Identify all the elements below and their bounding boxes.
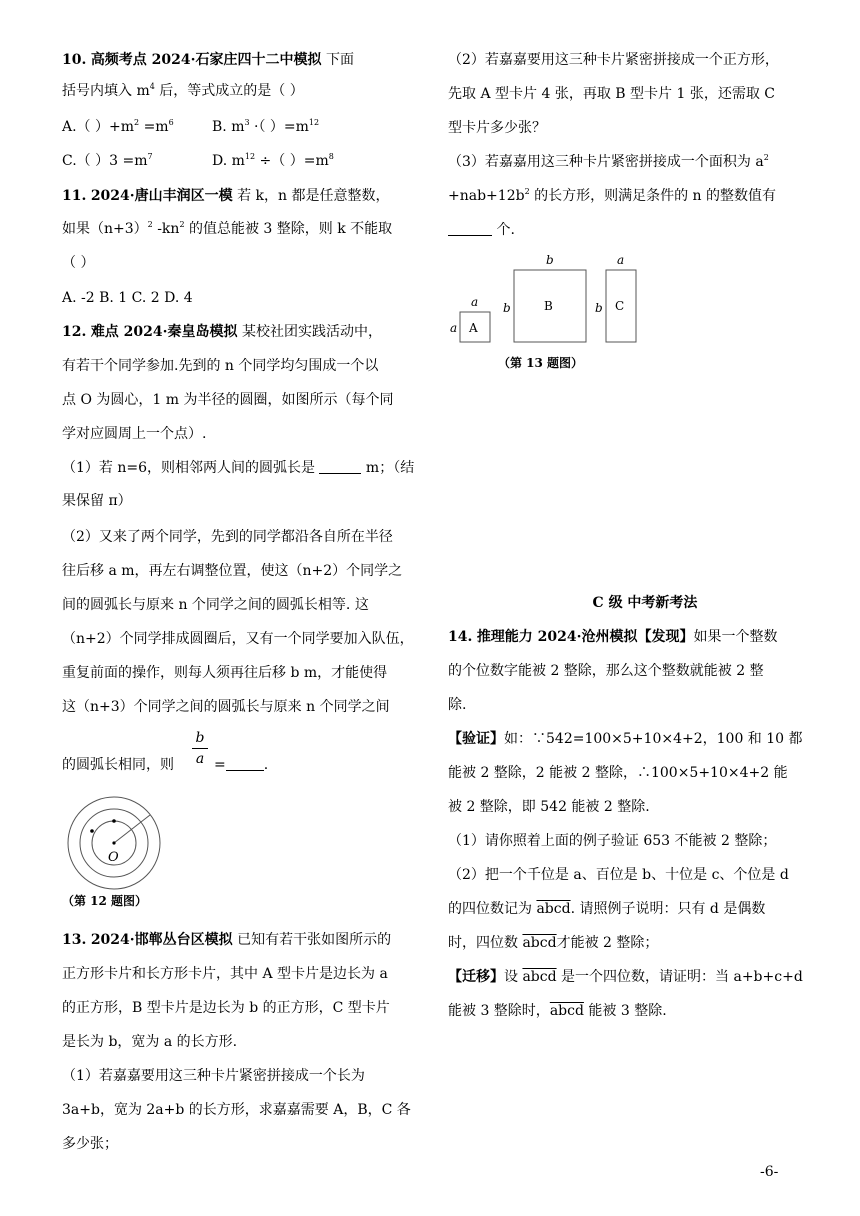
- q10-number: 10.: [62, 52, 87, 68]
- abcd-overline: abcd: [549, 1003, 584, 1019]
- q10-option-c: C.（ ）$3 =m^7$: [62, 152, 153, 169]
- q10-text: 下面: [325, 52, 354, 68]
- student-point: [90, 829, 94, 833]
- q14-line2: 的个位数字能被 2 整除，那么这个整数就能被 2 整: [448, 663, 764, 679]
- section-c-heading: C 级 中考新考法: [592, 595, 698, 611]
- q14-part2-line1: （2）把一个千位是 a、百位是 b、十位是 c、个位是 d: [448, 867, 789, 883]
- q14-number: 14.: [448, 629, 473, 645]
- q10-option-a: A.（ ）$+m^2 =m^6$: [62, 118, 174, 135]
- fraction-b-over-a: [192, 730, 208, 767]
- q11-tag: 2024·唐山丰润区一模: [90, 188, 233, 204]
- q12-tag: 难点 2024·秦皇岛模拟: [90, 324, 238, 340]
- student-point: [112, 819, 116, 823]
- center-point: [112, 841, 115, 844]
- answer-blank[interactable]: [226, 758, 264, 771]
- q14-line5: 能被 2 整除，2 能被 2 整除，∴100×5+10×4+2 能: [448, 765, 788, 781]
- q14-line3: 除.: [448, 697, 467, 713]
- q12-part2-line6: 这（n+3）个同学之间的圆弧长与原来 n 个同学之间: [62, 699, 390, 715]
- q11-options: A. -2 B. 1 C. 2 D. 4: [62, 290, 193, 306]
- page-number: -6-: [760, 1164, 779, 1180]
- verify-label: 【验证】: [448, 731, 504, 747]
- q12-figure-caption: （第 12 题图）: [62, 894, 148, 908]
- q14-line1: 14. 推理能力 2024·沧州模拟【发现】如果一个整数: [448, 629, 778, 645]
- q13-part1-line1: （1）若嘉嘉要用这三种卡片紧密拼接成一个长为: [62, 1068, 365, 1084]
- q13-number: 13.: [62, 932, 87, 948]
- q10-option-d: D. $m^{12}$ ÷（ ）$=m^8$: [212, 152, 334, 169]
- q14-line4: 【验证】如：∵542=100×5+10×4+2，100 和 10 都: [448, 731, 803, 747]
- card-b-side-label: b: [503, 301, 511, 315]
- q11-number: 11.: [62, 188, 87, 204]
- q14-part2-line2: 的四位数记为 abcd. 请照例子说明：只有 d 是偶数: [448, 901, 766, 917]
- q13-figure-cards: [448, 250, 648, 375]
- answer-blank[interactable]: [319, 461, 361, 474]
- center-label: O: [108, 850, 119, 865]
- q13-part2-line1: （2）若嘉嘉要用这三种卡片紧密拼接成一个正方形，: [448, 52, 779, 68]
- q12-part1: （1）若 n=6，则相邻两人间的圆弧长是 m；（结: [62, 460, 415, 476]
- q11-line3: （ ）: [62, 255, 95, 271]
- q11-line1: 11. 2024·唐山丰润区一模 若 k，n 都是任意整数，: [62, 188, 390, 204]
- card-c-top-label: a: [617, 253, 625, 267]
- card-a-label: A: [469, 321, 478, 335]
- q12-number: 12.: [62, 324, 87, 340]
- q10-tag: 高频考点 2024·石家庄四十二中模拟: [90, 52, 322, 68]
- q13-part2-line2: 先取 A 型卡片 4 张，再取 B 型卡片 1 张，还需取 C: [448, 86, 775, 102]
- card-b-label: B: [544, 299, 553, 313]
- abcd-overline: abcd: [522, 935, 557, 951]
- q13-line3: 的正方形，B 型卡片是边长为 b 的正方形，C 型卡片: [62, 1000, 390, 1016]
- q12-figure-concentric-circles: [62, 795, 172, 915]
- q10-line1: [62, 50, 354, 70]
- card-a-side-label: a: [450, 321, 458, 335]
- q10-option-b: B. $m^3$ ·（ ）$=m^{12}$: [212, 118, 320, 135]
- abcd-overline: abcd: [536, 901, 571, 917]
- q13-part3-line3: 个.: [448, 220, 515, 240]
- q14-line6: 被 2 整除，即 542 能被 2 整除.: [448, 799, 650, 815]
- discover-label: 【发现】: [637, 629, 694, 645]
- q12-part2-line5: 重复前面的操作，则每人须再往后移 b m，才能使得: [62, 665, 388, 681]
- answer-blank[interactable]: [448, 223, 492, 236]
- fraction-denominator: a: [195, 751, 205, 767]
- q10-line2: 括号内填入 $m^4$ 后，等式成立的是（ ）: [62, 82, 304, 99]
- q12-part2-line3: 间的圆弧长与原来 n 个同学之间的圆弧长相等. 这: [62, 597, 369, 613]
- q13-tag: 2024·邯郸丛台区模拟: [90, 932, 233, 948]
- card-b-top-label: b: [546, 253, 554, 267]
- q12-line3: 点 O 为圆心，1 m 为半径的圆圈，如图所示（每个同: [62, 392, 394, 408]
- q12-line4: 学对应圆周上一个点）.: [62, 426, 207, 442]
- q12-line1: 12. 难点 2024·秦皇岛模拟 某校社团实践活动中，: [62, 324, 382, 340]
- q12-answer: = .: [214, 757, 269, 773]
- q12-line6: 果保留 π）: [62, 493, 132, 509]
- card-c-label: C: [615, 299, 625, 313]
- q14-part2-line3: 时，四位数 abcd才能被 2 整除；: [448, 935, 659, 951]
- q13-line2: 正方形卡片和长方形卡片，其中 A 型卡片是边长为 a: [62, 966, 388, 982]
- q12-part2-line4: （n+2）个同学排成圆圈后，又有一个同学要加入队伍，: [62, 631, 414, 647]
- q13-part1-line2: 3a+b，宽为 2a+b 的长方形，求嘉嘉需要 A，B，C 各: [62, 1102, 411, 1118]
- q12-part2-line2: 往后移 a m，再左右调整位置，使这（n+2）个同学之: [62, 563, 403, 579]
- q13-line1: 13. 2024·邯郸丛台区模拟 已知有若干张如图所示的: [62, 932, 392, 948]
- q10-options-ab: [62, 117, 174, 137]
- q13-line4: 是长为 b，宽为 a 的长方形.: [62, 1034, 238, 1050]
- q13-part3-line2: $+nab+12b^2$ 的长方形，则满足条件的 n 的整数值有: [448, 187, 777, 204]
- q11-line2: 如果$(n+3)^2$ $-kn^2$ 的值总能被 3 整除，则 k 不能取: [62, 220, 393, 237]
- q13-part2-line3: 型卡片多少张？: [448, 120, 546, 136]
- q13-figure-caption: （第 13 题图）: [498, 356, 584, 370]
- q13-part3-line1: （3）若嘉嘉用这三种卡片紧密拼接成一个面积为 $a^2$: [448, 153, 769, 170]
- q14-tag: 推理能力 2024·沧州模拟: [476, 629, 638, 645]
- fraction-numerator: b: [195, 730, 205, 746]
- q12-part2-line7: 的圆弧长相同，则: [62, 757, 174, 773]
- abcd-overline: abcd: [522, 969, 557, 985]
- card-a-top-label: a: [471, 295, 479, 309]
- q14-part1: （1）请你照着上面的例子验证 653 不能被 2 整除；: [448, 833, 777, 849]
- card-c-side-label: b: [595, 301, 603, 315]
- q14-transfer-line1: 【迁移】设 abcd 是一个四位数，请证明：当 a+b+c+d: [448, 969, 803, 985]
- transfer-label: 【迁移】: [448, 969, 504, 985]
- q14-transfer-line2: 能被 3 整除时，abcd 能被 3 整除.: [448, 1003, 667, 1019]
- q12-part2-line1: （2）又来了两个同学，先到的同学都沿各自所在半径: [62, 529, 393, 545]
- q13-part1-line3: 多少张；: [62, 1136, 118, 1152]
- q12-line2: 有若干个同学参加.先到的 n 个同学均匀围成一个以: [62, 358, 379, 374]
